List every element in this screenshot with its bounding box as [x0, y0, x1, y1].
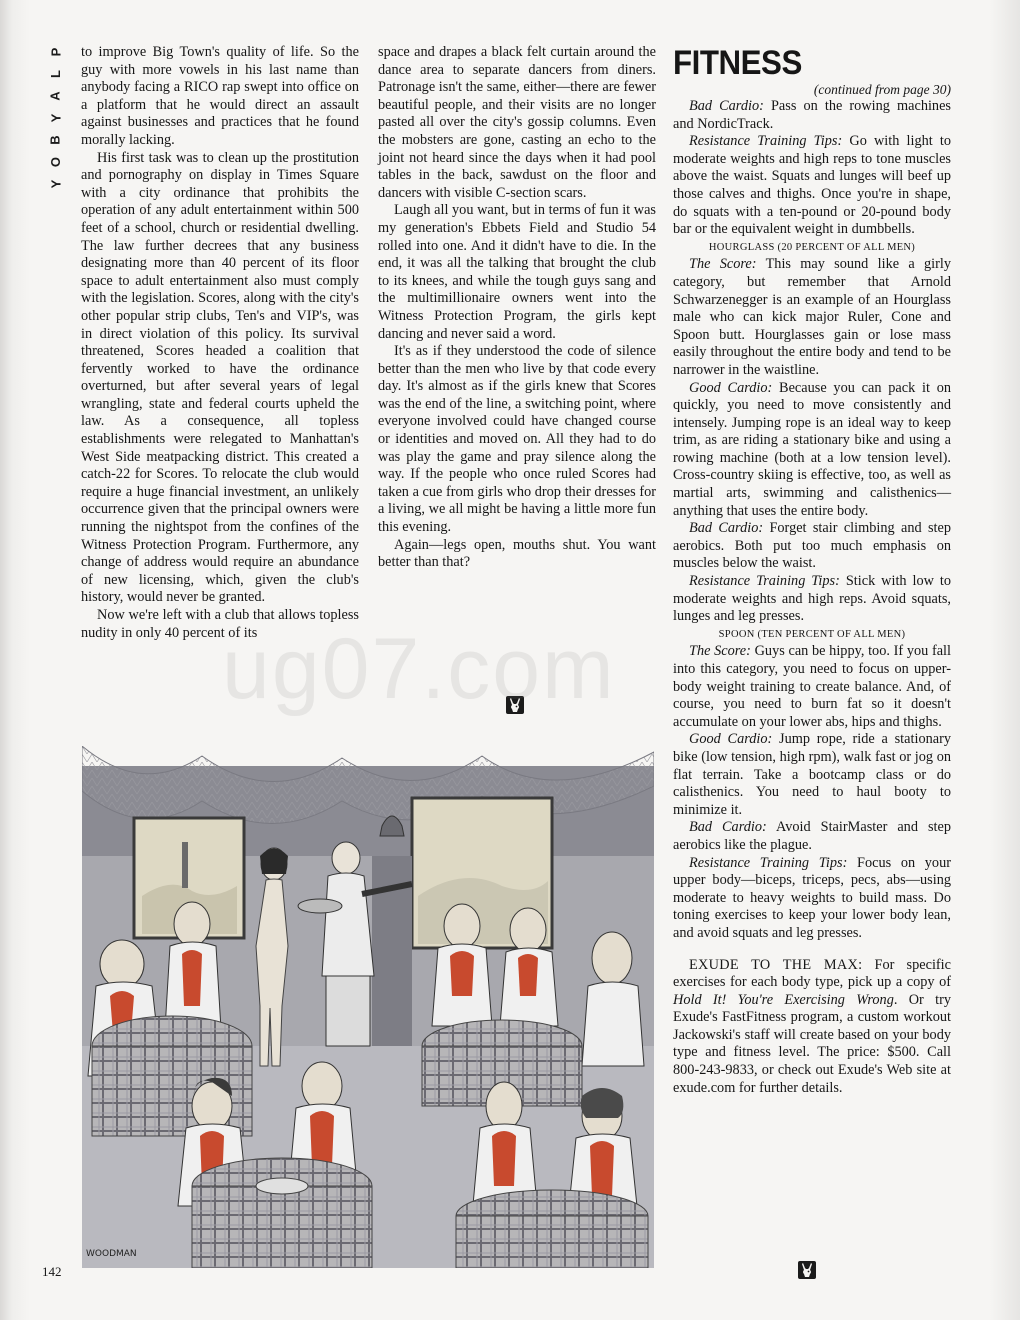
paragraph-text: Forget stair climbing and step aerobics. Both put too much emphasis on muscles below the waist.	[673, 520, 951, 572]
cartoon-illustration	[82, 746, 654, 1268]
fitness-paragraph	[673, 256, 951, 379]
side-title-letter: Y	[47, 179, 63, 189]
col2-paragraph: space and drapes a black felt curtain around the dance area to separate dancers from diners. Patronage isn't the same, either—there are fewer beautiful people, and their visits are no longer pasted all over the city's gossip columns. Even the mobsters are gone, casting an echo to the joint not heard since the days when it had pool tables in the back, sawdust on the floor and dancers with visible C-section scars.	[378, 44, 656, 201]
fitness-paragraph	[673, 380, 951, 521]
end-mark-bunny-icon	[506, 696, 524, 714]
side-title-letter: Y	[47, 113, 63, 123]
page-number: 142	[42, 1264, 62, 1279]
article-column-2	[378, 44, 656, 572]
fitness-paragraph	[673, 520, 951, 573]
exude-paragraph	[673, 957, 951, 1098]
paragraph-text: Because you can pack it on quickly, you need to move consistently and intensely. Jumping rope is an ideal way to keep trim, as are riding a stationary bike and using a rowing machine (both at a low tension level). Cross-country skiing is effective, too, as well as martial arts, swimming and calisthenics—anything that uses the entire body.	[673, 379, 951, 519]
side-title-letter: L	[47, 70, 63, 78]
intro-paragraphs	[673, 98, 951, 239]
side-title-letter: P	[47, 47, 63, 57]
col2-paragraph: It's as if they understood the code of silence better than the men who live by that code every day. It's almost as if the girls knew that Scores was the end of the line, a switching point, where everyone involved could have changed course or identities and moved on. All they had to do was play the game and pray silence along the way. If the people who once ruled Scores had taken a cue from girls who drop their dresses for a living, we all might be having a little more fun this evening.	[378, 343, 656, 536]
paragraph-text: Focus on your upper body—biceps, triceps, pecs, abs—using moderate to heavy weights to build mass. Do toning exercises to keep your lower body lean, and avoid squats and leg presses.	[673, 854, 951, 941]
paragraph-text: Avoid StairMaster and step aerobics like the plague.	[673, 819, 951, 853]
book-title: Hold It! You're Exercising Wrong	[673, 991, 894, 1008]
paragraph-text: Pass on the rowing machines and NordicTrack.	[673, 98, 951, 132]
hourglass-paragraphs	[673, 256, 951, 625]
fitness-paragraph	[673, 98, 951, 133]
col1-paragraph: to improve Big Town's quality of life. So the guy with more vowels in his last name than anybody facing a RICO rap swept into office on a platform that he would direct an assault against businesses and practices that he found morally lacking.	[81, 44, 359, 148]
col1-paragraph: His first task was to clean up the prostitution and pornography on display in Times Square with a city ordinance that prohibits the operation of any adult entertainment within 500 feet of a school, church or residential dwelling. The law further decrees that any business designating more than 40 percent of its floor space to adult entertainment also must comply with the legislation. Scores, along with the city's other popular strip clubs, Ten's and VIP's, was in direct violation of this policy. Its survival threatened, Scores headed a coalition that fervently worked to have the ordinance overturned, but after several years of legal wrangling, state and federal courts upheld the law. As a consequence, all topless establishments were relegated to Manhattan's West Side meatpacking district. This created a catch-22 for Scores. To relocate the club would require a huge financial investment, an unlikely occurrence given that the principal owners were running the nightspot from the confines of the Witness Protection Program. Furthermore, any change of address would require an abundance of new licensing, which, given the club's history, would never be granted.	[81, 149, 359, 606]
paragraph-lead: Bad Cardio:	[689, 520, 764, 537]
magazine-side-title	[46, 44, 66, 192]
fitness-column	[673, 44, 951, 1097]
paragraph-text: Guys can be hippy, too. If you fall into this category, you need to focus on upper-body weight training to create balance. And, of course, you need to burn fat so it doesn't accumulate on your lower abs, hips and thighs.	[673, 643, 951, 730]
paragraph-lead: Resistance Training Tips:	[689, 133, 843, 150]
exude-text-2: . Or try Exude's FastFitness program, a custom workout Jackowski's staff will create based on your body type and fitness level. The price: $500. Call 800-243-9833, or check out Exude's Web site at exude.com for further details.	[673, 991, 951, 1096]
paragraph-text: Jump rope, ride a stationary bike (low tension, high rpm), walk fast or jog on flat terrain. Take a bootcamp class or do calisthenics. You need to haul booty to minimize it.	[673, 731, 951, 818]
paragraph-lead: Good Cardio:	[689, 731, 773, 748]
subhead-spoon: SPOON (TEN PERCENT OF ALL MEN)	[718, 628, 906, 640]
fitness-paragraph	[673, 133, 951, 239]
artist-signature: WOODMAN	[86, 1249, 137, 1259]
exude-lead: EXUDE TO THE MAX:	[689, 956, 863, 973]
col1-paragraph: Now we're left with a club that allows topless nudity in only 40 percent of its	[81, 607, 359, 641]
fitness-paragraph	[673, 573, 951, 626]
fitness-paragraph	[673, 643, 951, 731]
paragraph-text: Stick with low to moderate weights and high reps. Avoid squats, lunges and leg presses.	[673, 573, 951, 625]
paragraph-lead: Resistance Training Tips:	[689, 573, 840, 590]
paragraph-text: Go with light to moderate weights and high reps to tone muscles above the waist. Squats and lunges will beef up those calves and thighs. Once you're in shape, do squats with a ten-pound or 20-pound body bar or the equivalent weight in dumbbells.	[673, 133, 951, 238]
side-title-letter: O	[48, 156, 63, 168]
paragraph-lead: Resistance Training Tips:	[689, 854, 848, 871]
paragraph-lead: Bad Cardio:	[689, 98, 764, 114]
side-title-letter: B	[47, 135, 63, 145]
paragraph-lead: Bad Cardio:	[689, 819, 767, 836]
fitness-paragraph	[673, 731, 951, 819]
paragraph-lead: Good Cardio:	[689, 379, 773, 396]
paragraph-lead: The Score:	[689, 643, 751, 660]
side-title-letter: A	[47, 91, 63, 101]
fitness-paragraph	[673, 819, 951, 854]
subhead-hourglass: HOURGLASS (20 PERCENT OF ALL MEN)	[708, 241, 916, 253]
article-column-1	[81, 44, 359, 642]
section-title: FITNESS	[673, 44, 802, 82]
paragraph-lead: The Score:	[689, 256, 757, 273]
col2-paragraph: Again—legs open, mouths shut. You want better than that?	[378, 536, 656, 571]
end-mark-bunny-icon-2	[798, 1261, 816, 1279]
col2-paragraph: Laugh all you want, but in terms of fun it was my generation's Ebbets Field and Studio 54 rolled into one. And it didn't have to die. In the end, it was all the talking that brought the club to its knees, and while the tough guys sang and the multimillionaire owners went into the Witness Protection Program, the girls kept dancing and never said a word.	[378, 202, 656, 342]
continued-note: (continued from page 30)	[813, 82, 951, 97]
paragraph-text: This may sound like a girly category, but remember that Arnold Schwarzenegger is an example of an Hourglass male who can kick major Ruler, Cone and Spoon butt. Hourglasses gain or lose mass easily throughout the entire body and tend to be narrower in the waistline.	[673, 256, 951, 378]
exude-text-1: For specific exercises for each body type, pick up a copy of	[673, 956, 951, 991]
fitness-paragraph	[673, 855, 951, 943]
spoon-paragraphs	[673, 643, 951, 942]
